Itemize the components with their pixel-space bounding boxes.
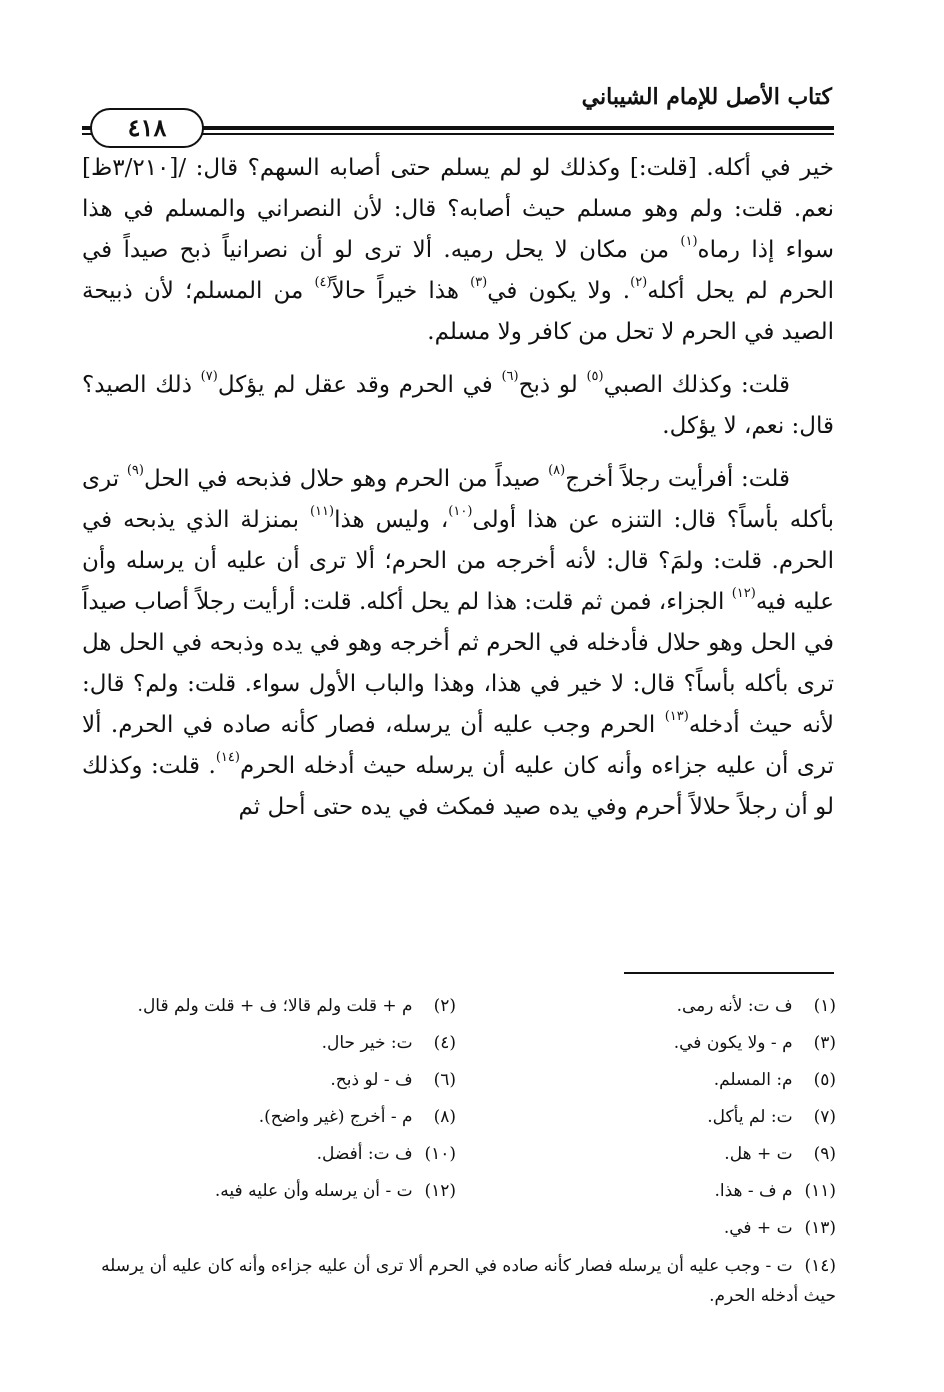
footnote-item	[96, 1062, 456, 1099]
footnote-grid	[96, 988, 836, 1247]
running-title: كتاب الأصل للإمام الشيباني	[581, 84, 832, 110]
footnote-text: م: المسلم.	[713, 1070, 798, 1090]
footnote-number: (١٤)	[804, 1256, 836, 1276]
footnote-text: ت + في.	[723, 1218, 798, 1238]
body-paragraph	[82, 459, 834, 828]
body-text-run: . قلت: وكذلك لو أن رجلاً حلالاً أحرم وفي يده صيد فمكث في يده حتى أحل ثم	[82, 753, 834, 820]
footnote-text: ت: لم يأكل.	[707, 1107, 798, 1127]
footnote-text: ت + هل.	[724, 1144, 798, 1164]
footnote-item	[456, 1136, 836, 1173]
footnote-text: م ف - هذا.	[714, 1181, 798, 1201]
footnote-item	[96, 1099, 456, 1136]
footnote-marker: (٤)	[314, 275, 332, 290]
footnote-item	[96, 988, 456, 1025]
footnote-marker: (١)	[680, 234, 698, 249]
footnote-marker: (٩)	[126, 463, 144, 478]
footnote-item	[456, 1062, 836, 1099]
footnote-text: ت: خير حال.	[321, 1033, 418, 1053]
footnote-item	[456, 988, 836, 1025]
footnote-marker: (٦)	[501, 369, 519, 384]
main-text	[82, 148, 834, 840]
footnote-item	[456, 1025, 836, 1062]
footnote-text: م - أخرج (غير واضح).	[258, 1107, 418, 1127]
footnote-marker: (١٣)	[664, 709, 689, 724]
footnote-marker: (١٢)	[731, 586, 756, 601]
footnote-item	[96, 1173, 456, 1210]
footnote-text: ت - أن يرسله وأن عليه فيه.	[214, 1181, 418, 1201]
body-text-run: ترى بأكله بأساً؟ قال: التنزه عن هذا أولى	[82, 466, 835, 533]
body-text-run: ، وليس هذا	[334, 507, 449, 533]
body-text-run: هذا خيراً حالاً	[331, 278, 471, 304]
body-text-run: من المسلم؛ لأن ذبيحة الصيد في الحرم لا تحل من كافر ولا مسلم.	[82, 278, 834, 345]
footnote-text: ت - وجب عليه أن يرسله فصار كأنه صاده في الحرم ألا ترى أن عليه جزاءه وأنه كان عليه أن يرسله حيث أدخله الحرم.	[101, 1256, 836, 1306]
footnote-number: (٢)	[433, 996, 456, 1016]
body-text-run: من مكان لا يحل رميه. ألا ترى لو أن نصرانياً ذبح صيداً في الحرم لم يحل أكله	[82, 237, 834, 304]
body-text-run: لو ذبح	[518, 372, 587, 398]
footnote-number: (١٣)	[804, 1218, 836, 1238]
footnote-item	[456, 1173, 836, 1210]
footnote-wide	[96, 1251, 836, 1311]
footnote-item	[456, 1099, 836, 1136]
body-text-run: . ولا يكون في	[487, 278, 631, 304]
body-text-run: في الحرم وقد عقل لم يؤكل	[217, 372, 502, 398]
footnote-text: ف - لو ذبح.	[330, 1070, 418, 1090]
body-paragraph	[82, 148, 834, 353]
body-text-run: الجزاء، فمن ثم قلت: هذا لم يحل أكله. قلت: أرأيت رجلاً أصاب صيداً في الحل وهو حلال فأدخله في الحرم ثم أخرجه وهو في يده وذبحه في الحل هل ترى بأكله بأساً؟ قال: لا خير في هذا، وهذا والباب الأول سواء. قلت: ولم؟ قال: لأنه حيث أدخله	[82, 589, 834, 738]
footnote-number: (١١)	[804, 1181, 836, 1201]
footnote-separator	[624, 972, 834, 974]
footnote-item	[96, 1136, 456, 1173]
footnote-number: (٤)	[433, 1033, 456, 1053]
footnote-number: (٨)	[433, 1107, 456, 1127]
body-text-run: بمنزلة الذي يذبحه في الحرم. قلت: ولمَ؟ قال: لأنه أخرجه من الحرم؛ ألا ترى أن عليه أن يرسله وأن عليه فيه	[82, 507, 835, 615]
footnote-marker: (٧)	[200, 369, 218, 384]
footnote-number: (١٢)	[424, 1181, 456, 1201]
footnote-number: (٥)	[813, 1070, 836, 1090]
footnote-number: (١)	[813, 996, 836, 1016]
footnote-marker: (٢)	[630, 275, 648, 290]
footnote-text: م + قلت ولم قالا؛ ف + قلت ولم قال.	[137, 996, 418, 1016]
footnote-text: ف ت: لأنه رمى.	[676, 996, 798, 1016]
body-text-run: قلت: وكذلك الصبي	[603, 372, 790, 398]
body-text-run: قلت: أفرأيت رجلاً أخرج	[565, 466, 791, 492]
footnote-marker: (٥)	[586, 369, 604, 384]
body-paragraph	[82, 365, 834, 447]
footnote-text: ف ت: أفضل.	[316, 1144, 418, 1164]
body-text-run: صيداً من الحرم وهو حلال فذبحه في الحل	[143, 466, 549, 492]
footnote-item	[96, 1025, 456, 1062]
body-text-run: خير في أكله. [قلت:] وكذلك لو لم يسلم حتى أصابه السهم؟ قال: /[٣/٢١٠ظ] نعم. قلت: ولم وهو مسلم حيث أصابه؟ قال: لأن النصراني والمسلم في هذا سواء إذا رماه	[82, 155, 834, 263]
body-text-run: ذلك الصيد؟ قال: نعم، لا يؤكل.	[82, 372, 834, 439]
footnote-marker: (١١)	[309, 504, 335, 519]
footnote-number: (٣)	[813, 1033, 836, 1053]
footnote-marker: (٨)	[548, 463, 566, 478]
body-text-run: الحرم وجب عليه أن يرسله، فصار كأنه صاده في الحرم. ألا ترى أن عليه جزاءه وأنه كان عليه أن يرسله حيث أدخله الحرم	[82, 712, 834, 779]
footnote-marker: (٣)	[470, 275, 488, 290]
footnote-number: (٧)	[813, 1107, 836, 1127]
footnote-marker: (١٠)	[448, 504, 473, 519]
footnote-marker: (١٤)	[215, 750, 240, 765]
footnote-number: (٦)	[433, 1070, 456, 1090]
footnotes	[96, 988, 836, 1311]
footnote-number: (٩)	[813, 1144, 836, 1164]
footnote-item	[456, 1210, 836, 1247]
footnote-text: م - ولا يكون في.	[673, 1033, 798, 1053]
page-number: ٤١٨	[90, 108, 204, 148]
footnote-number: (١٠)	[424, 1144, 456, 1164]
